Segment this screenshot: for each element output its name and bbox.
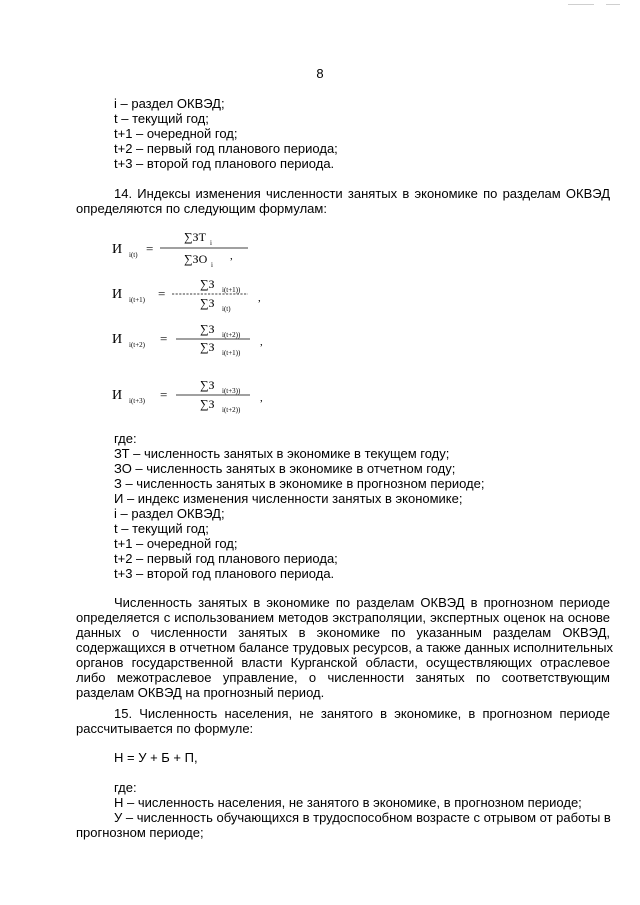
formula-numerator-subscript: i	[210, 239, 212, 247]
formula-index-second-plan-year	[100, 372, 270, 422]
paragraph-line: 15. Численность населения, не занятого в экономике, в прогнозном периоде	[114, 706, 610, 721]
formula-lhs-subscript: i(t)	[129, 251, 138, 259]
legend-line: t – текущий год;	[114, 111, 209, 126]
legend-line: ЗО – численность занятых в экономике в отчетном году;	[114, 461, 456, 476]
formula-comma: ,	[230, 250, 233, 262]
formula-denominator-subscript: i	[211, 261, 213, 269]
formula-equals: =	[160, 331, 168, 346]
paragraph-line: определяется с использованием методов экстраполяции, экспертных оценок на основе	[76, 610, 610, 625]
legend-line: t+2 – первый год планового периода;	[114, 551, 338, 566]
formula-lhs-subscript: i(t+3)	[129, 397, 145, 405]
formula-numerator-subscript: i(t+3))	[222, 387, 241, 395]
formula-lhs-subscript: i(t+2)	[129, 341, 145, 349]
formula-unemployed-population: Н = У + Б + П,	[114, 750, 198, 765]
paragraph-line: либо межотраслевое управление, о численности занятых по соответствующим	[76, 670, 610, 685]
paragraph-line: рассчитывается по формуле:	[76, 721, 254, 736]
formula-denominator: ∑ЗО	[184, 252, 208, 266]
formula-comma: ,	[260, 336, 263, 348]
paragraph-line: данных о численности занятых в экономике по указанным разделам ОКВЭД,	[76, 625, 610, 640]
formula-lhs: И	[112, 332, 123, 347]
formula-lhs: И	[112, 388, 123, 403]
formula-equals: =	[146, 241, 154, 256]
formula-lhs: И	[112, 287, 123, 302]
formula-numerator-subscript: i(t+2))	[222, 331, 241, 339]
formula-numerator: ∑З	[200, 378, 215, 392]
formula-numerator: ∑З	[200, 277, 215, 291]
paragraph-line: определяются по следующим формулам:	[76, 201, 327, 216]
formula-numerator: ∑З	[200, 322, 215, 336]
legend-line: t+3 – второй год планового периода.	[114, 156, 335, 171]
formula-numerator: ∑ЗТ	[184, 230, 206, 244]
paragraph-line: органов государственной власти Курганской области, осуществляющих отраслевое	[76, 655, 610, 670]
formula-comma: ,	[260, 392, 263, 404]
legend-line: t+1 – очередной год;	[114, 536, 238, 551]
paragraph-line: содержащихся в отчетном балансе трудовых ресурсов, а также данных исполнительных	[76, 640, 613, 655]
legend-heading: где:	[114, 431, 137, 446]
formula-lhs-subscript: i(t+1)	[129, 296, 145, 304]
legend-line: t – текущий год;	[114, 521, 209, 536]
formula-lhs: И	[112, 242, 123, 257]
formula-comma: ,	[258, 292, 261, 304]
legend-line: ЗТ – численность занятых в экономике в текущем году;	[114, 446, 450, 461]
paragraph-line: разделам ОКВЭД на прогнозный период.	[76, 685, 325, 700]
formula-equals: =	[158, 286, 166, 301]
formula-denominator: ∑З	[200, 340, 215, 354]
legend-line: i – раздел ОКВЭД;	[114, 96, 225, 111]
legend-line: t+3 – второй год планового периода.	[114, 566, 335, 581]
paragraph-line: Численность занятых в экономике по разделам ОКВЭД в прогнозном периоде	[114, 595, 610, 610]
legend-line: З – численность занятых в экономике в прогнозном периоде;	[114, 476, 485, 491]
formula-denominator: ∑З	[200, 397, 215, 411]
legend-line: t+2 – первый год планового периода;	[114, 141, 338, 156]
formula-denominator-subscript: i(t)	[222, 305, 231, 313]
legend-line: i – раздел ОКВЭД;	[114, 506, 225, 521]
scan-corner-mark	[606, 4, 620, 5]
paragraph-line: 14. Индексы изменения численности занятых в экономике по разделам ОКВЭД	[114, 186, 610, 201]
formula-denominator: ∑З	[200, 296, 215, 310]
legend-line: И – индекс изменения численности занятых в экономике;	[114, 491, 463, 506]
legend-line: прогнозном периоде;	[76, 825, 204, 840]
formula-index-first-plan-year	[100, 316, 270, 366]
formula-numerator-subscript: i(t+1))	[222, 286, 241, 294]
formula-denominator-subscript: i(t+1))	[222, 349, 241, 357]
legend-line: Н – численность населения, не занятого в экономике, в прогнозном периоде;	[114, 795, 582, 810]
formula-equals: =	[160, 387, 168, 402]
legend-line: У – численность обучающихся в трудоспособном возрасте с отрывом от работы в	[114, 810, 611, 825]
formula-denominator-subscript: i(t+2))	[222, 406, 241, 414]
legend-heading: где:	[114, 780, 137, 795]
formula-index-current-year	[100, 222, 260, 274]
legend-line: t+1 – очередной год;	[114, 126, 238, 141]
formula-index-next-year	[100, 274, 270, 322]
scan-corner-mark	[568, 4, 594, 5]
page-number: 8	[316, 66, 324, 81]
